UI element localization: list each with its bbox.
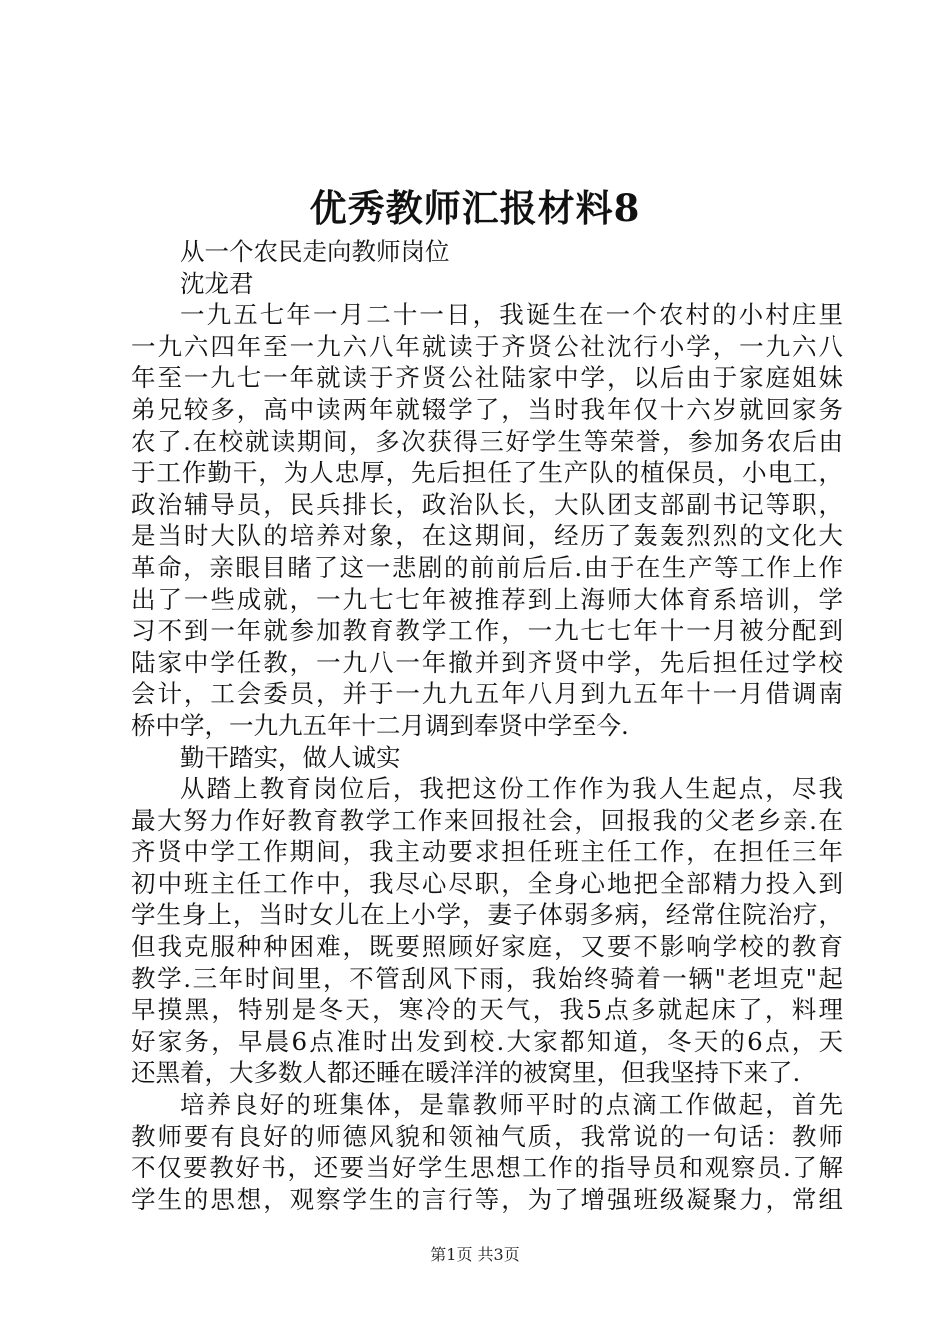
- text-line: 齐贤中学工作期间，我主动要求担任班主任工作，在担任三年: [131, 837, 843, 867]
- text-line: 教学.三年时间里，不管刮风下雨，我始终骑着一辆"老坦克"起: [131, 963, 843, 993]
- text-line: 好家务，早晨6点准时出发到校.大家都知道，冬天的6点，天: [131, 1026, 843, 1056]
- text-line: 初中班主任工作中，我尽心尽职，全身心地把全部精力投入到: [131, 868, 843, 898]
- text-line: 革命，亲眼目睹了这一悲剧的前前后后.由于在生产等工作上作: [131, 552, 843, 582]
- text-line: 还黑着，大多数人都还睡在暖洋洋的被窝里，但我坚持下来了.: [131, 1058, 801, 1088]
- text-line: 培养良好的班集体，是靠教师平时的点滴工作做起，首先: [180, 1090, 843, 1120]
- document-body: [131, 236, 843, 1215]
- text-line: 沈龙君: [180, 268, 254, 298]
- text-line: 于工作勤干，为人忠厚，先后担任了生产队的植保员，小电工，: [131, 458, 843, 488]
- text-line: 早摸黑，特别是冬天，寒冷的天气，我5点多就起床了，料理: [131, 995, 843, 1025]
- text-line: 是当时大队的培养对象，在这期间，经历了轰轰烈烈的文化大: [131, 521, 843, 551]
- text-line: 勤干踏实，做人诚实: [180, 742, 401, 772]
- document-title: 优秀教师汇报材料8: [309, 186, 641, 230]
- text-line: 陆家中学任教，一九八一年撤并到齐贤中学，先后担任过学校: [131, 647, 843, 677]
- text-line: 政治辅导员，民兵排长，政治队长，大队团支部副书记等职，: [131, 489, 843, 519]
- text-line: 会计，工会委员，并于一九九五年八月到九五年十一月借调南: [131, 679, 843, 709]
- text-line: 从踏上教育岗位后，我把这份工作作为我人生起点，尽我: [180, 774, 843, 804]
- text-line: 年至一九七一年就读于齐贤公社陆家中学，以后由于家庭姐妹: [131, 363, 843, 393]
- text-line: 学生身上，当时女儿在上小学，妻子体弱多病，经常住院治疗，: [131, 900, 843, 930]
- text-line: 不仅要教好书，还要当好学生思想工作的指导员和观察员.了解: [131, 1153, 843, 1183]
- text-line: 习不到一年就参加教育教学工作，一九七七年十一月被分配到: [131, 616, 843, 646]
- text-line: 一九五七年一月二十一日，我诞生在一个农村的小村庄里: [180, 300, 843, 330]
- text-line: 教师要有良好的师德风貌和领袖气质，我常说的一句话：教师: [131, 1121, 843, 1151]
- text-line: 最大努力作好教育教学工作来回报社会，回报我的父老乡亲.在: [131, 805, 843, 835]
- page-footer: 第1页 共3页: [430, 1245, 520, 1264]
- text-line: 从一个农民走向教师岗位: [180, 237, 450, 266]
- text-line: 学生的思想，观察学生的言行等，为了增强班级凝聚力，常组: [131, 1184, 843, 1214]
- text-line: 弟兄较多，高中读两年就辍学了，当时我年仅十六岁就回家务: [131, 394, 843, 424]
- text-line: 但我克服种种困难，既要照顾好家庭，又要不影响学校的教育: [131, 932, 843, 962]
- text-line: 桥中学，一九九五年十二月调到奉贤中学至今.: [131, 710, 629, 740]
- text-line: 一九六四年至一九六八年就读于齐贤公社沈行小学，一九六八: [131, 331, 843, 361]
- text-line: 出了一些成就，一九七七年被推荐到上海师大体育系培训，学: [131, 584, 843, 614]
- text-line: 农了.在校就读期间，多次获得三好学生等荣誉，参加务农后由: [131, 426, 843, 456]
